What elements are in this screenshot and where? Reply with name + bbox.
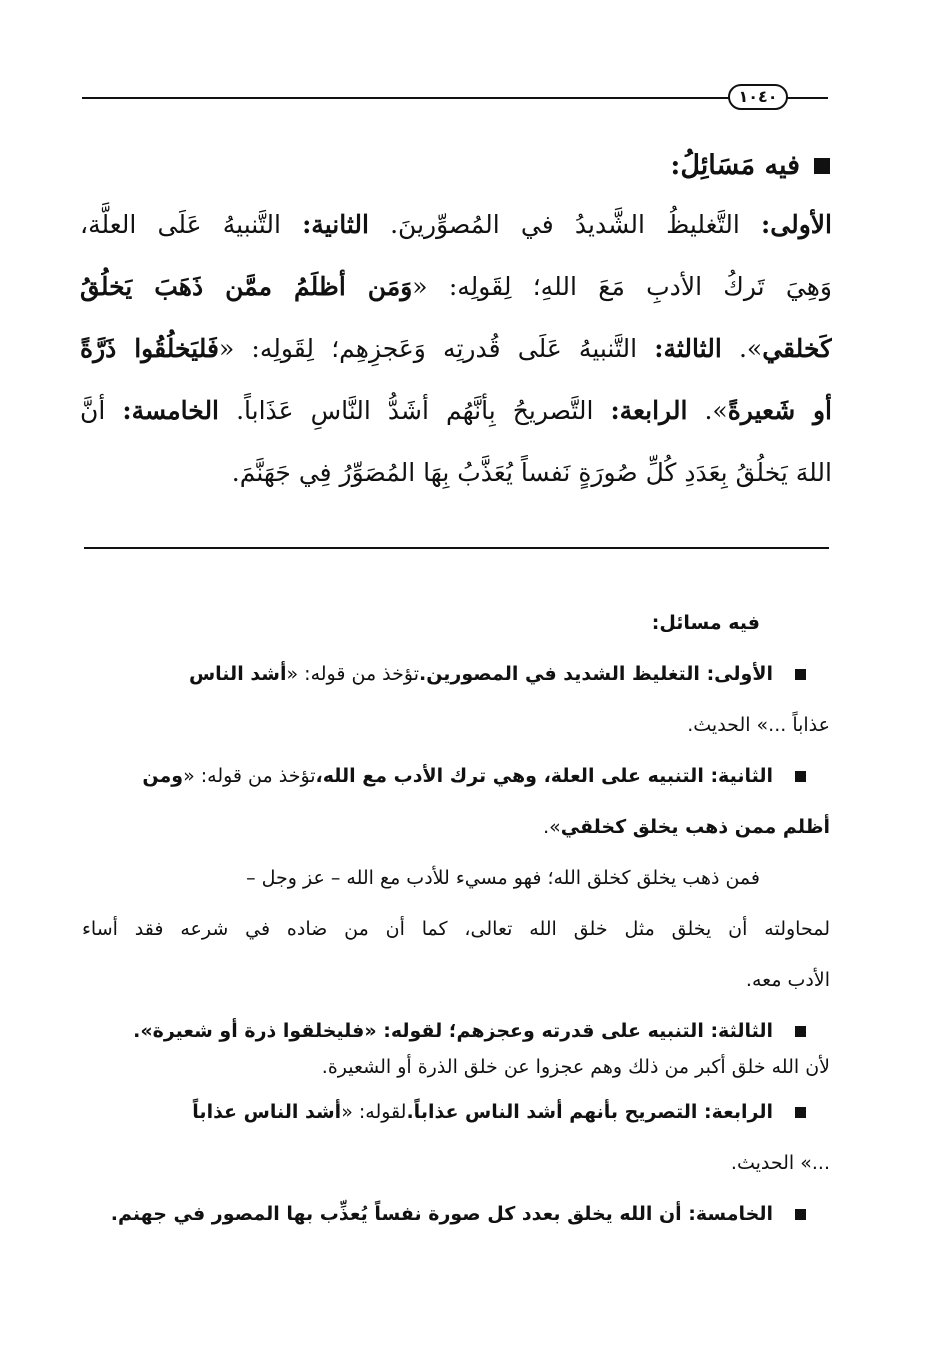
item-text: لقوله: « [341, 1101, 407, 1123]
commentary-item-2-cont [82, 802, 830, 853]
main-text-span: وَهِيَ تَركُ الأدبِ مَعَ اللهِ؛ لِقَولِه: « [412, 272, 832, 301]
item-cont-text: ». [543, 816, 561, 838]
main-line-4 [80, 380, 832, 442]
label-third: الثالثة: [654, 334, 722, 363]
main-text-span: اللهَ يَخلُقُ بِعَدَدِ كُلِّ صُورَةٍ نَفساً يُعَذَّبُ بِهَا المُصَوِّرُ فِي جَهَنَّمَ. [231, 458, 832, 487]
commentary-item-5 [82, 1189, 830, 1240]
header-rule-right [786, 97, 828, 99]
commentary-paragraph-line-1: فمن ذهب يخلق كخلق الله؛ فهو مسيء للأدب مع الله – عز وجل – [246, 867, 760, 889]
main-text-span: ». [687, 396, 728, 425]
square-bullet-icon [795, 1026, 806, 1037]
item-bold: الثالثة: التنبيه على قدرته وعجزهم؛ لقوله: «فليخلقوا ذرة أو شعيرة». [133, 1020, 773, 1042]
quote-bold: كَخلقي [762, 334, 832, 363]
square-bullet-icon [795, 771, 806, 782]
item-bold: الثانية: التنبيه على العلة، وهي ترك الأدب مع الله، [315, 765, 773, 787]
label-first: الأولى: [761, 210, 832, 239]
main-line-1 [80, 194, 832, 256]
section-divider [84, 547, 829, 549]
main-line-5 [80, 442, 832, 504]
quote-bold: فَليَخلُقُوا ذَرَّةً [80, 334, 219, 363]
main-line-2 [80, 256, 832, 318]
commentary-paragraph-line-2: لمحاولته أن يخلق مثل خلق الله تعالى، كما أن من ضاده في شرعه فقد أساء [82, 918, 830, 940]
item-cont-text: عذاباً ...» الحديث. [687, 714, 830, 736]
quote-bold: أو شَعيرةً [727, 396, 832, 425]
commentary-item-4-cont [82, 1138, 830, 1189]
commentary-item-4 [82, 1087, 830, 1138]
item-cont-bold: أظلم ممن ذهب يخلق كخلقي [560, 816, 830, 838]
header-rule-left [82, 97, 730, 99]
label-second: الثانية: [302, 210, 369, 239]
main-text-span: التَّصريحُ بِأنَّهُم أشَدُّ النَّاسِ عَذَاباً. [219, 396, 611, 425]
commentary-item-1-cont [82, 700, 830, 751]
main-text-span: التَّغليظُ الشَّديدُ في المُصوِّرينَ. [368, 210, 762, 239]
item-cont-text: لأن الله خلق أكبر من ذلك وهم عجزوا عن خلق الذرة أو الشعيرة. [321, 1056, 830, 1078]
main-line-3 [80, 318, 832, 380]
main-text-block [80, 138, 832, 504]
commentary-item-2 [82, 751, 830, 802]
item-cont-text: ...» الحديث. [730, 1152, 830, 1174]
main-text-span: التَّنبيهُ عَلَى قُدرتِه وَعَجزِهِم؛ لِقَولِه: « [218, 334, 655, 363]
item-text: تؤخذ من قوله: « [286, 663, 419, 685]
item-bold: الأولى: التغليظ الشديد في المصورين. [418, 663, 773, 685]
item-bold: الرابعة: التصريح بأنهم أشد الناس عذاباً. [406, 1101, 773, 1123]
commentary-heading: فيه مسائل: [651, 612, 760, 634]
quote-bold: وَمَن أظلَمُ ممَّن ذَهَبَ يَخلُقُ [80, 272, 413, 301]
main-text-span: ». [721, 334, 763, 363]
square-bullet-icon [795, 1107, 806, 1118]
item-quote: أشد الناس عذاباً [192, 1101, 342, 1123]
square-bullet-icon [814, 158, 830, 174]
item-quote: ومن [142, 765, 184, 787]
square-bullet-icon [795, 669, 806, 680]
commentary-item-1 [82, 649, 830, 700]
square-bullet-icon [795, 1209, 806, 1220]
main-text-span: التَّنبيهُ عَلَى العلَّة، [80, 210, 303, 239]
item-quote: أشد الناس [188, 663, 287, 685]
main-heading-text: فيه مَسَائِلُ: [670, 150, 800, 181]
commentary-paragraph-line-3: الأدب معه. [745, 969, 830, 991]
main-text-span: أنَّ [80, 396, 123, 425]
main-heading [80, 138, 832, 194]
item-bold: الخامسة: أن الله يخلق بعدد كل صورة نفساً يُعذِّب بها المصور في جهنم. [110, 1203, 773, 1225]
label-fourth: الرابعة: [610, 396, 688, 425]
label-fifth: الخامسة: [122, 396, 220, 425]
page-number: ١٠٤٠ [728, 84, 788, 110]
item-text: تؤخذ من قوله: « [183, 765, 316, 787]
commentary-block [82, 598, 830, 1240]
